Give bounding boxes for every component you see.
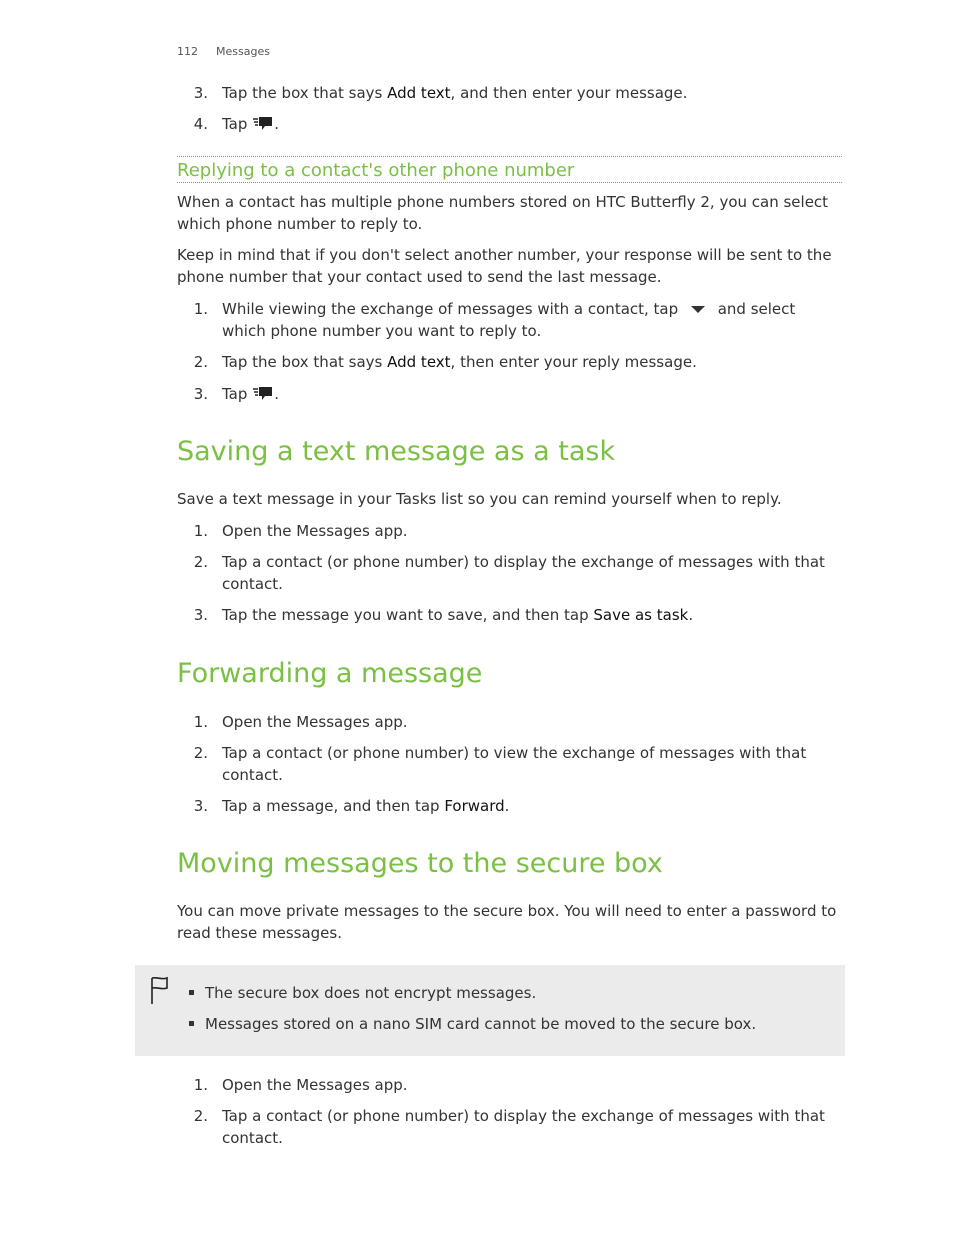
step-number: 1. [193, 713, 208, 731]
send-icon [252, 116, 274, 132]
section-heading: Moving messages to the secure box [177, 848, 663, 879]
step-number: 4. [193, 115, 208, 133]
step-text: Tap the message you want to save, and then tap Save as task. [222, 606, 694, 624]
dropdown-triangle-icon [683, 303, 713, 317]
step-number: 3. [193, 385, 208, 403]
section-heading: Forwarding a message [177, 658, 483, 689]
step-number: 3. [193, 797, 208, 815]
step-text: Tap a contact (or phone number) to view the exchange of messages with that contact. [222, 744, 807, 784]
note-bullet: The secure box does not encrypt messages. [189, 982, 536, 1004]
step-number: 2. [193, 353, 208, 371]
running-header [177, 45, 270, 58]
step-text: Tap a message, and then tap Forward. [222, 797, 510, 815]
note-flag-icon [149, 976, 169, 1006]
step-text: Tap the box that says Add text, and then enter your message. [222, 84, 688, 102]
ui-term: Save as task [593, 606, 689, 624]
step-number: 1. [193, 300, 208, 318]
step-number: 2. [193, 553, 208, 571]
section-name: Messages [216, 45, 270, 58]
ui-term: Add text [387, 353, 451, 371]
ui-term: Add text [387, 84, 451, 102]
step-text: Open the Messages app. [222, 1076, 408, 1094]
step-text: Tap a contact (or phone number) to display the exchange of messages with that contact. [222, 1107, 825, 1147]
step-number: 2. [193, 744, 208, 762]
step-number: 1. [193, 1076, 208, 1094]
step-text: Tap a contact (or phone number) to display the exchange of messages with that contact. [222, 553, 825, 593]
step-text: Open the Messages app. [222, 522, 408, 540]
step-text: While viewing the exchange of messages with a contact, tap and select which phone number you want to reply to. [222, 300, 796, 340]
subsection-title: Replying to a contact's other phone number [177, 160, 575, 181]
paragraph: You can move private messages to the secure box. You will need to enter a password to read these messages. [177, 902, 837, 942]
paragraph: When a contact has multiple phone numbers stored on HTC Butterfly 2, you can select which phone number to reply to. [177, 193, 829, 233]
step-text: Tap . [222, 385, 279, 403]
step-number: 1. [193, 522, 208, 540]
step-number: 3. [193, 606, 208, 624]
step-text: Tap the box that says Add text, then enter your reply message. [222, 353, 697, 371]
page-number: 112 [177, 45, 198, 58]
note-bullet: Messages stored on a nano SIM card cannot be moved to the secure box. [189, 1013, 756, 1035]
send-icon [252, 386, 274, 402]
ui-term: Forward [444, 797, 505, 815]
paragraph: Save a text message in your Tasks list so you can remind yourself when to reply. [177, 490, 782, 508]
section-heading: Saving a text message as a task [177, 436, 616, 467]
note-box [135, 965, 845, 1056]
subsection-heading [177, 156, 842, 183]
step-number: 3. [193, 84, 208, 102]
step-text: Open the Messages app. [222, 713, 408, 731]
paragraph: Keep in mind that if you don't select another number, your response will be sent to the phone number that your contact used to send the last message. [177, 246, 832, 286]
step-text: Tap . [222, 115, 279, 133]
step-number: 2. [193, 1107, 208, 1125]
